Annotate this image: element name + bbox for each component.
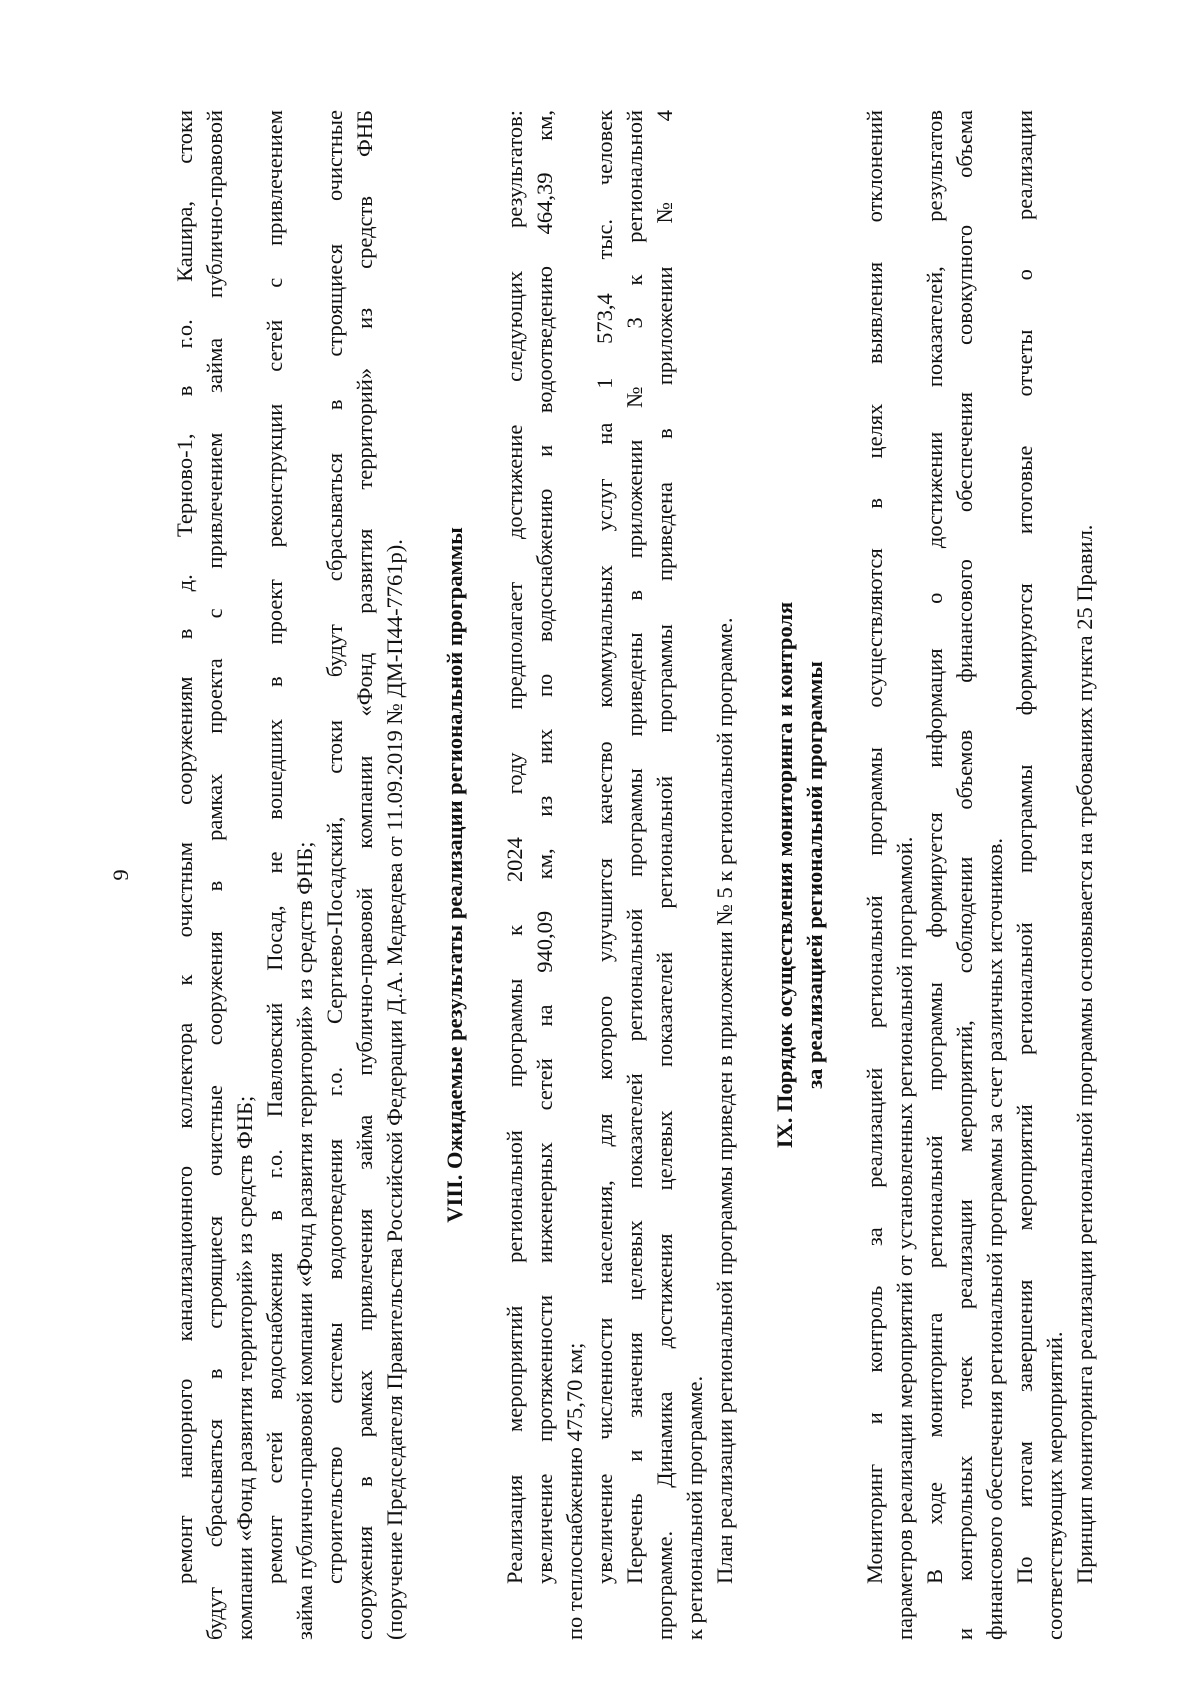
paragraph-line: строительство системы водоотведения г.о. Сергиево-Посадский, стоки будут сбрасываться в строящиеся очистные [322, 110, 347, 1584]
section-heading: за реализацией региональной программы [802, 661, 827, 1089]
paragraph-line: соответствующих мероприятий. [1042, 1331, 1067, 1640]
rotated-content [108, 110, 1097, 1640]
paragraph-line: Мониторинг и контроль за реализацией региональной программы осуществляются в целях выявления отклонений [862, 110, 887, 1584]
paragraph-line: параметров реализации мероприятий от установленных региональной программой. [892, 836, 917, 1640]
paragraph-line: займа публично-правовой компании «Фонд развития территорий» из средств ФНБ; [292, 841, 317, 1640]
paragraph-line: финансового обеспечения региональной программы за счет различных источников. [982, 837, 1007, 1640]
paragraph-line: План реализации региональной программы приведен в приложении № 5 к региональной программе. [712, 617, 737, 1584]
page-number: 9 [108, 869, 133, 881]
paragraph-line: программе. Динамика достижения целевых показателей региональной программы приведена в приложении № 4 [652, 110, 677, 1640]
paragraph-line: сооружения в рамках привлечения займа публично-правовой компании «Фонд развития территорий» из средств ФНБ [352, 110, 377, 1640]
paragraph-line: по теплоснабжению 475,70 км; [562, 1342, 587, 1640]
paragraph-line: ремонт сетей водоснабжения в г.о. Павловский Посад, не вошедших в проект реконструкции сетей с привлечением [262, 110, 287, 1584]
paragraph-line: (поручение Председателя Правительства Российской Федерации Д.А. Медведева от 11.09.2019 № ДМ-П44-7761р). [382, 539, 407, 1640]
paragraph-line: В ходе мониторинга региональной программы формируется информация о достижении показателей, результатов [922, 110, 947, 1584]
section-heading: VIII. Ожидаемые результаты реализации региональной программы [442, 527, 467, 1223]
paragraph-line: увеличение протяженности инженерных сетей на 940,09 км, из них по водоснабжению и водоотведению 464,39 км, [532, 110, 557, 1584]
paragraph-line: По итогам завершения мероприятий региональной программы формируются итоговые отчеты о реализации [1012, 110, 1037, 1584]
section-heading: IX. Порядок осуществления мониторинга и контроля [772, 601, 797, 1149]
paragraph-line: будут сбрасываться в строящиеся очистные сооружения в рамках проекта с привлечением займа публично-правовой [202, 110, 227, 1640]
paragraph-line: Перечень и значения целевых показателей региональной программы приведены в приложении № 3 к региональной [622, 110, 647, 1584]
paragraph-line: компании «Фонд развития территорий» из средств ФНБ; [232, 1095, 257, 1640]
paragraph-line: ремонт напорного канализационного коллектора к очистным сооружениям в д. Терново-1, в г.о. Кашира, стоки [172, 110, 197, 1584]
paragraph-line: увеличение численности населения, для которого улучшится качество коммунальных услуг на 1 573,4 тыс. человек [592, 110, 617, 1584]
paragraph-line: к региональной программе. [682, 1375, 707, 1640]
paragraph-line: Реализация мероприятий региональной программы к 2024 году предполагает достижение следующих результатов: [502, 110, 527, 1584]
paragraph-line: Принцип мониторинга реализации региональной программы основывается на требованиях пункта 25 Правил. [1072, 524, 1097, 1584]
paragraph-line: и контрольных точек реализации мероприятий, соблюдении объемов финансового обеспечения совокупного объема [952, 110, 977, 1640]
